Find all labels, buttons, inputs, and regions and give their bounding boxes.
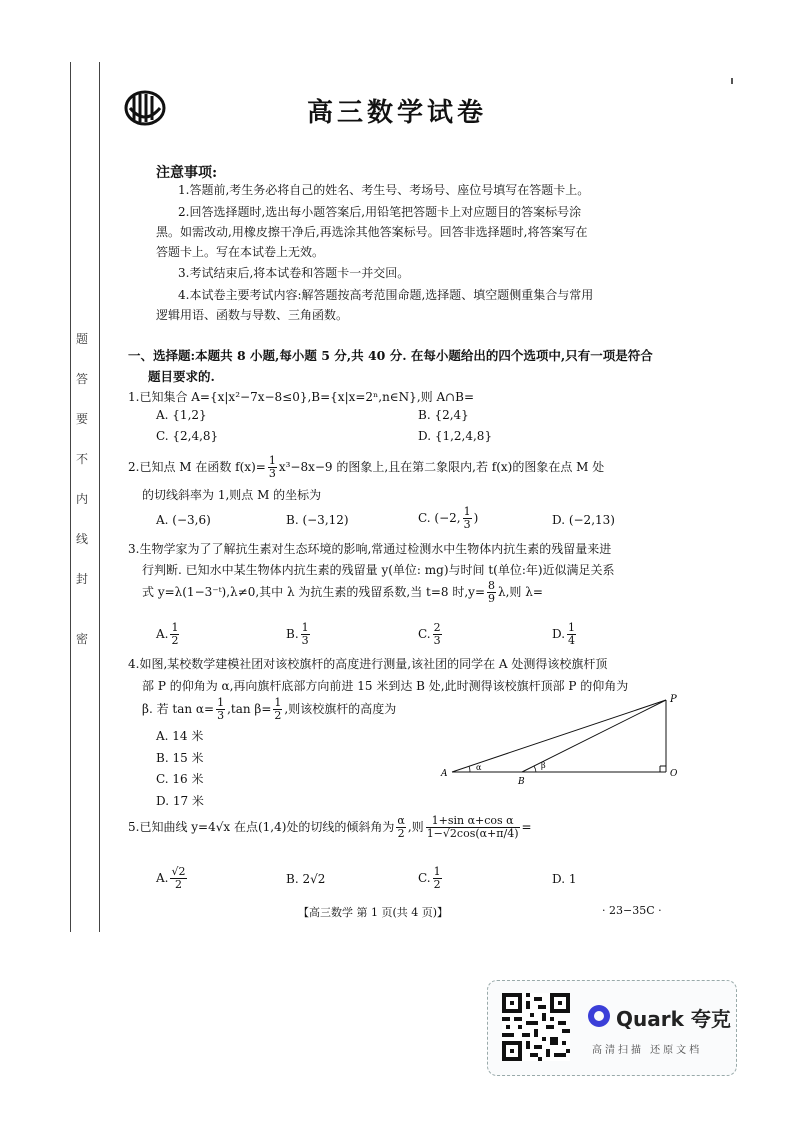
page-footer: 【高三数学 第 1 页(共 4 页)】: [298, 906, 449, 919]
notice-line: 4.本试卷主要考试内容:解答题按高考范围命题,选择题、填空题侧重集合与常用: [178, 288, 594, 302]
notice-line: 逻辑用语、函数与导数、三角函数。: [156, 308, 349, 322]
fraction-denominator: 1−√2cos(α+π/4): [426, 827, 519, 840]
notice-line: 黑。如需改动,用橡皮擦干净后,再选涂其他答案标号。回答非选择题时,将答案写在: [156, 225, 588, 239]
option-letter: D.: [552, 627, 566, 641]
fraction-denominator: 2: [171, 634, 179, 647]
quark-logo-icon: [588, 1005, 610, 1027]
alpha-arc: [469, 766, 470, 772]
q5-expression-fraction: [426, 815, 520, 840]
fraction-denominator: 3: [463, 518, 471, 531]
q3-fraction: [487, 580, 496, 605]
q2-c-fraction: [463, 506, 472, 531]
q3-stem-part: λ,则 λ=: [498, 585, 543, 599]
option-letter: B.: [286, 627, 299, 641]
q5-stem-part: 5.已知曲线 y=4√x 在点(1,4)处的切线的倾斜角为: [128, 820, 395, 834]
q3-b-fraction: [301, 622, 310, 647]
q3-option-d: [552, 622, 578, 647]
section-heading-cont: 题目要求的.: [148, 369, 215, 384]
fraction-numerator: √2: [171, 865, 186, 878]
q4-option-d: D. 17 米: [156, 794, 204, 808]
question-4-stem: 4.如图,某校数学建模社团对该校旗杆的高度进行测量,该社团的同学在 A 处测得该校旗杆顶: [128, 657, 608, 671]
fraction-denominator: 9: [488, 592, 495, 605]
q2-option-b: B. (−3,12): [286, 513, 349, 527]
option-letter: C.: [418, 627, 431, 641]
q1-option-c: C. {2,4,8}: [156, 429, 219, 443]
label-a: A: [441, 769, 448, 779]
fraction-numerator: α: [397, 814, 405, 827]
quark-brand: Quark 夸克: [616, 1007, 731, 1031]
notice-line: 2.回答选择题时,选出每小题答案后,用铅笔把答题卡上对应题目的答案标号涂: [178, 205, 582, 219]
margin-char: 密: [76, 632, 89, 646]
fraction-numerator: 1: [433, 865, 441, 878]
q4-option-a: A. 14 米: [156, 729, 204, 743]
fraction-numerator: 1+sin α+cos α: [426, 815, 520, 828]
q2-c-part: C. (−2,: [418, 511, 461, 525]
binding-rule-right: [99, 62, 100, 932]
notice-line: 3.考试结束后,将本试卷和答题卡一并交回。: [178, 266, 410, 280]
q5-stem-part: ,则: [407, 820, 424, 834]
question-3-stem-cont: 行判断. 已知水中某生物体内抗生素的残留量 y(单位: mg)与时间 t(单位:年)近似满足关系: [142, 563, 615, 577]
fraction-denominator: 3: [301, 634, 309, 647]
binding-rule-left: [70, 62, 71, 932]
fraction-numerator: 1: [171, 621, 179, 634]
quark-watermark: [487, 980, 737, 1076]
q1-option-d: D. {1,2,4,8}: [418, 429, 493, 443]
q4-stem-part: β. 若 tan α=: [142, 702, 215, 716]
fraction-numerator: 1: [301, 621, 309, 634]
option-letter: C.: [418, 871, 431, 885]
corner-mark: [731, 78, 733, 84]
beta-arc: [534, 766, 536, 772]
fraction-denominator: 3: [268, 467, 276, 480]
fraction-denominator: 2: [397, 827, 405, 840]
question-2-stem: [128, 455, 604, 480]
notice-line: 答题卡上。写在本试卷上无效。: [156, 245, 325, 259]
fraction-numerator: 1: [463, 505, 471, 518]
q5-option-a: [156, 866, 189, 891]
margin-char: 内: [76, 492, 89, 506]
q3-option-a: [156, 622, 181, 647]
q5-option-d: D. 1: [552, 872, 577, 886]
option-letter: A.: [156, 871, 169, 885]
q3-stem-part: 式 y=λ(1−3⁻ᵗ),λ≠0,其中 λ 为抗生素的残留系数,当 t=8 时,y=: [142, 585, 485, 599]
exam-code: · 23−35C ·: [602, 904, 662, 917]
margin-char: 线: [76, 532, 89, 546]
margin-char: 要: [76, 412, 89, 426]
fraction-numerator: 1: [568, 621, 576, 634]
fraction-denominator: 3: [217, 709, 225, 722]
label-beta: β: [541, 761, 546, 770]
fraction-numerator: 1: [274, 696, 282, 709]
q4-option-c: C. 16 米: [156, 772, 204, 786]
flagpole-figure: [436, 690, 686, 786]
section-heading: 一、选择题:本题共 8 小题,每小题 5 分,共 40 分. 在每小题给出的四个选项中,只有一项是符合: [128, 348, 653, 363]
q2-fraction: [268, 455, 277, 480]
q5-a-fraction: [170, 866, 186, 891]
page-title: 高三数学试卷: [306, 98, 487, 128]
q3-a-fraction: [170, 622, 179, 647]
q5-option-c: [418, 866, 444, 891]
quark-tagline: 高清扫描 还原文档: [592, 1045, 703, 1056]
notice-heading: 注意事项:: [156, 165, 218, 181]
margin-char: 答: [76, 372, 89, 386]
question-3-stem: 3.生物学家为了了解抗生素对生态环境的影响,常通过检测水中生物体内抗生素的残留量来进: [128, 542, 612, 556]
q4-tan-alpha-fraction: [216, 697, 225, 722]
q2-option-c: [418, 506, 478, 531]
q2-c-part: ): [473, 511, 479, 525]
question-5-stem: [128, 815, 532, 840]
q1-option-a: A. {1,2}: [156, 408, 207, 422]
fraction-denominator: 2: [433, 878, 441, 891]
q5-c-fraction: [433, 866, 442, 891]
sight-line-a: [452, 700, 666, 772]
fraction-numerator: 8: [488, 579, 495, 592]
fraction-numerator: 1: [268, 454, 276, 467]
label-o: O: [670, 769, 678, 779]
option-letter: A.: [156, 627, 169, 641]
q1-option-b: B. {2,4}: [418, 408, 469, 422]
q2-stem-part: 2.已知点 M 在函数 f(x)=: [128, 460, 266, 474]
q5-stem-part: =: [521, 820, 532, 834]
q4-stem-part: ,则该校旗杆的高度为: [284, 702, 397, 716]
q3-d-fraction: [567, 622, 576, 647]
qr-code-icon: [502, 993, 570, 1061]
label-b: B: [518, 777, 525, 786]
q3-option-b: [286, 622, 312, 647]
fraction-denominator: 2: [174, 878, 182, 891]
q4-stem-part: ,tan β=: [227, 702, 272, 716]
margin-char: 不: [76, 452, 89, 466]
margin-char: 封: [76, 572, 89, 586]
notice-line: 1.答题前,考生务必将自己的姓名、考生号、考场号、座位号填写在答题卡上。: [178, 183, 590, 197]
question-3-stem-cont2: [142, 580, 543, 605]
question-4-stem-cont2: [142, 697, 396, 722]
q3-option-c: [418, 622, 444, 647]
fraction-denominator: 2: [274, 709, 282, 722]
question-4-stem-cont: 部 P 的仰角为 α,再向旗杆底部方向前进 15 米到达 B 处,此时测得该校旗杆顶部 P 的仰角为: [142, 679, 629, 693]
fraction-numerator: 2: [433, 621, 441, 634]
q2-stem-part: x³−8x−9 的图象上,且在第二象限内,若 f(x)的图象在点 M 处: [278, 460, 605, 474]
question-2-stem-cont: 的切线斜率为 1,则点 M 的坐标为: [142, 488, 322, 502]
label-alpha: α: [476, 763, 482, 772]
q2-option-d: D. (−2,13): [552, 513, 615, 527]
q3-c-fraction: [433, 622, 442, 647]
q4-tan-beta-fraction: [273, 697, 282, 722]
margin-char: 题: [76, 332, 89, 346]
q5-angle-fraction: [396, 815, 405, 840]
label-p: P: [670, 694, 677, 705]
q2-option-a: A. (−3,6): [156, 513, 211, 527]
question-1-stem: 1.已知集合 A={x|x²−7x−8≤0},B={x|x=2ⁿ,n∈N},则 A∩B=: [128, 390, 475, 404]
fraction-denominator: 4: [568, 634, 576, 647]
fraction-denominator: 3: [433, 634, 441, 647]
fraction-numerator: 1: [217, 696, 225, 709]
q5-option-b: B. 2√2: [286, 872, 326, 886]
q4-option-b: B. 15 米: [156, 751, 204, 765]
